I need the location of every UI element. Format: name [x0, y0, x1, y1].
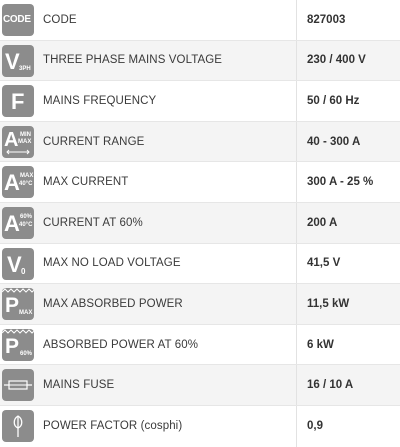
sawtooth-icon	[2, 288, 34, 293]
frequency-icon: F	[2, 85, 34, 117]
voltage-3ph-icon: V 3PH	[2, 45, 34, 77]
spec-label: MAINS FUSE	[43, 379, 115, 392]
power-factor-icon	[2, 410, 34, 442]
spec-label: CURRENT AT 60%	[43, 216, 143, 229]
spec-row-current-at-60	[0, 203, 400, 244]
spec-value: 16 / 10 A	[307, 379, 354, 392]
fuse-icon	[2, 369, 34, 401]
column-divider	[296, 365, 297, 405]
max-power-icon: P MAX	[2, 288, 34, 320]
column-divider	[296, 81, 297, 121]
spec-label: CODE	[43, 13, 77, 26]
spec-value: 230 / 400 V	[307, 54, 366, 67]
spec-value: 827003	[307, 13, 346, 26]
column-divider	[296, 0, 297, 40]
spec-row-current-range	[0, 122, 400, 163]
spec-row-absorbed-power-60	[0, 325, 400, 366]
column-divider	[296, 162, 297, 202]
spec-value: 300 A - 25 %	[307, 176, 374, 189]
current-range-icon: A MIN MAX	[2, 126, 34, 158]
column-divider	[296, 41, 297, 81]
column-divider	[296, 406, 297, 447]
spec-row-power-factor	[0, 406, 400, 447]
spec-value: 200 A	[307, 216, 338, 229]
power-60-icon: P 60%	[2, 329, 34, 361]
code-icon: CODE	[2, 4, 34, 36]
spec-value: 50 / 60 Hz	[307, 94, 360, 107]
spec-row-max-absorbed-power	[0, 284, 400, 325]
spec-row-mains-fuse	[0, 365, 400, 406]
spec-label: ABSORBED POWER AT 60%	[43, 338, 199, 351]
column-divider	[296, 325, 297, 365]
spec-row-no-load-voltage	[0, 244, 400, 285]
spec-row-frequency	[0, 81, 400, 122]
current-60-icon: A 60% 40°C	[2, 207, 34, 239]
spec-label: THREE PHASE MAINS VOLTAGE	[43, 54, 223, 67]
range-arrow-icon	[5, 149, 31, 155]
no-load-voltage-icon: V 0	[2, 248, 34, 280]
spec-label: POWER FACTOR (cosphi)	[43, 420, 183, 433]
spec-label: MAINS FREQUENCY	[43, 94, 157, 107]
sawtooth-icon	[2, 329, 34, 334]
spec-value: 41,5 V	[307, 257, 341, 270]
spec-label: MAX CURRENT	[43, 176, 129, 189]
column-divider	[296, 122, 297, 162]
column-divider	[296, 203, 297, 243]
column-divider	[296, 244, 297, 284]
spec-value: 11,5 kW	[307, 297, 350, 310]
spec-row-three-phase-voltage	[0, 41, 400, 82]
spec-value: 6 kW	[307, 338, 334, 351]
spec-label: MAX ABSORBED POWER	[43, 297, 183, 310]
spec-value: 0,9	[307, 420, 323, 433]
spec-row-max-current	[0, 162, 400, 203]
max-current-icon: A MAX 40°C	[2, 166, 34, 198]
spec-label: CURRENT RANGE	[43, 135, 145, 148]
spec-value: 40 - 300 A	[307, 135, 361, 148]
column-divider	[296, 284, 297, 324]
spec-label: MAX NO LOAD VOLTAGE	[43, 257, 181, 270]
spec-row-code	[0, 0, 400, 41]
